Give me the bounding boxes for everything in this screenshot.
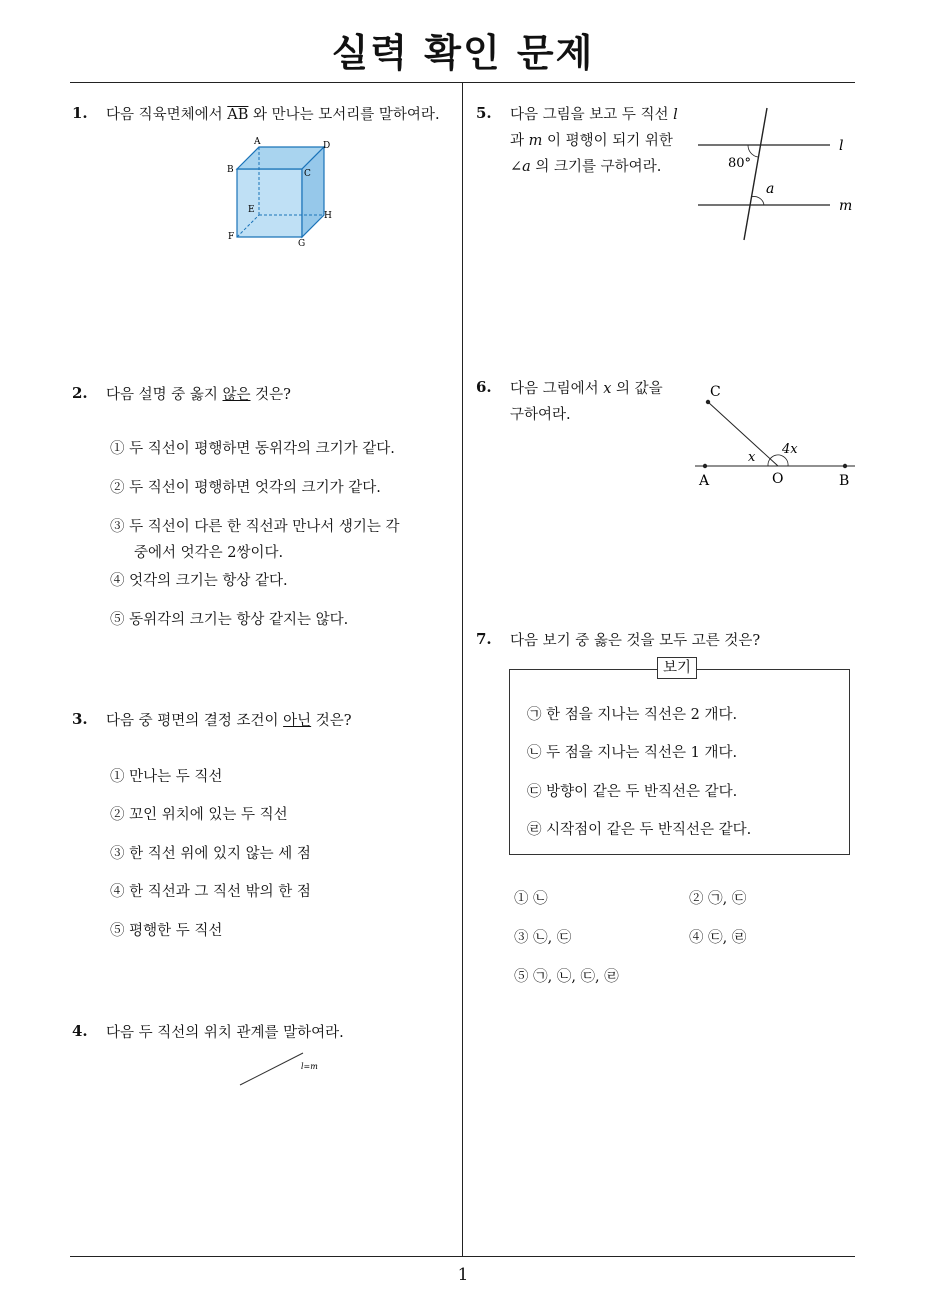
q3-number: 3. bbox=[72, 710, 88, 728]
example-item-4: ㉣ 시작점이 같은 두 반직선은 같다. bbox=[527, 822, 752, 838]
line-l-label: l bbox=[839, 138, 844, 154]
q2-option-4[interactable]: ④ 엇각의 크기는 항상 같다. bbox=[110, 573, 288, 589]
vertex-a-label: A bbox=[254, 137, 261, 147]
q7-option-3[interactable]: ③ ㉡, ㉢ bbox=[514, 930, 572, 946]
q1-text: 다음 직육면체에서 $\overline{AB}$ 와 만나는 모서리를 말하여라. bbox=[106, 107, 440, 123]
q2-number: 2. bbox=[72, 384, 88, 402]
q5-text-line3: ∠a 의 크기를 구하여라. bbox=[510, 159, 662, 175]
q5-number: 5. bbox=[476, 104, 492, 122]
line-m-label: m bbox=[839, 198, 853, 214]
bottom-divider bbox=[70, 1256, 855, 1257]
q3-option-4[interactable]: ④ 한 직선과 그 직선 밖의 한 점 bbox=[110, 884, 311, 900]
q2-option-1[interactable]: ① 두 직선이 평행하면 동위각의 크기가 같다. bbox=[110, 441, 395, 457]
point-a-label: A bbox=[699, 473, 710, 489]
vertex-b-label: B bbox=[227, 165, 234, 175]
page-title: 실력 확인 문제 bbox=[331, 31, 595, 75]
vertex-g-label: G bbox=[298, 239, 306, 249]
q6-text-line2: 구하여라. bbox=[510, 407, 571, 423]
q3-option-1[interactable]: ① 만나는 두 직선 bbox=[110, 769, 223, 785]
q3-text: 다음 중 평면의 결정 조건이 아닌 것은? bbox=[106, 713, 352, 729]
q2-option-3[interactable]: ③ 두 직선이 다른 한 직선과 만나서 생기는 각 bbox=[110, 519, 400, 535]
q5-text-line1: 다음 그림을 보고 두 직선 l bbox=[510, 107, 678, 123]
q2-text: 다음 설명 중 옳지 않은 것은? bbox=[106, 387, 291, 403]
line-label-l-equals-m: l=m bbox=[301, 1062, 318, 1071]
q5-text-line2: 과 m 이 평행이 되기 위한 bbox=[510, 133, 673, 149]
angle-figure bbox=[690, 378, 865, 493]
example-item-2: ㉡ 두 점을 지나는 직선은 1 개다. bbox=[527, 745, 738, 761]
cuboid-figure bbox=[222, 132, 342, 250]
q2-option-5[interactable]: ⑤ 동위각의 크기는 항상 같지는 않다. bbox=[110, 612, 349, 628]
page-number: 1 bbox=[457, 1265, 469, 1285]
angle-4x-label: 4x bbox=[782, 442, 798, 457]
segment-ab: $\overline{AB}$ bbox=[227, 107, 249, 123]
q2-option-3-cont: 중에서 엇각은 2쌍이다. bbox=[134, 545, 284, 561]
q3-option-2[interactable]: ② 꼬인 위치에 있는 두 직선 bbox=[110, 807, 288, 823]
coincident-lines-figure bbox=[235, 1050, 335, 1090]
q7-option-4[interactable]: ④ ㉢, ㉣ bbox=[689, 930, 747, 946]
q7-option-1[interactable]: ① ㉡ bbox=[514, 891, 548, 907]
vertex-c-label: C bbox=[304, 169, 311, 179]
q6-text-line1: 다음 그림에서 x 의 값을 bbox=[510, 381, 663, 397]
point-c-label: C bbox=[710, 384, 721, 400]
angle-a-label: a bbox=[766, 181, 775, 197]
q2-option-2[interactable]: ② 두 직선이 평행하면 엇각의 크기가 같다. bbox=[110, 480, 381, 496]
point-o-label: O bbox=[772, 471, 784, 487]
vertex-h-label: H bbox=[324, 211, 332, 221]
angle-x-label: x bbox=[748, 450, 756, 465]
q4-text: 다음 두 직선의 위치 관계를 말하여라. bbox=[106, 1025, 344, 1041]
point-b-label: B bbox=[839, 473, 850, 489]
given-angle-label: 80° bbox=[728, 156, 752, 171]
vertex-e-label: E bbox=[248, 205, 255, 215]
vertex-f-label: F bbox=[228, 232, 235, 242]
example-box-label: 보기 bbox=[657, 657, 697, 679]
q1-number: 1. bbox=[72, 104, 88, 122]
column-divider bbox=[462, 83, 463, 1257]
example-item-1: ㉠ 한 점을 지나는 직선은 2 개다. bbox=[527, 707, 738, 723]
q7-number: 7. bbox=[476, 630, 492, 648]
parallel-lines-figure bbox=[690, 105, 865, 245]
q7-option-2[interactable]: ② ㉠, ㉢ bbox=[689, 891, 747, 907]
vertex-d-label: D bbox=[323, 141, 331, 151]
q7-option-5[interactable]: ⑤ ㉠, ㉡, ㉢, ㉣ bbox=[514, 969, 619, 985]
q3-option-5[interactable]: ⑤ 평행한 두 직선 bbox=[110, 923, 223, 939]
q6-number: 6. bbox=[476, 378, 492, 396]
q4-number: 4. bbox=[72, 1022, 88, 1040]
q3-option-3[interactable]: ③ 한 직선 위에 있지 않는 세 점 bbox=[110, 846, 311, 862]
q7-text: 다음 보기 중 옳은 것을 모두 고른 것은? bbox=[510, 633, 761, 649]
example-item-3: ㉢ 방향이 같은 두 반직선은 같다. bbox=[527, 784, 738, 800]
